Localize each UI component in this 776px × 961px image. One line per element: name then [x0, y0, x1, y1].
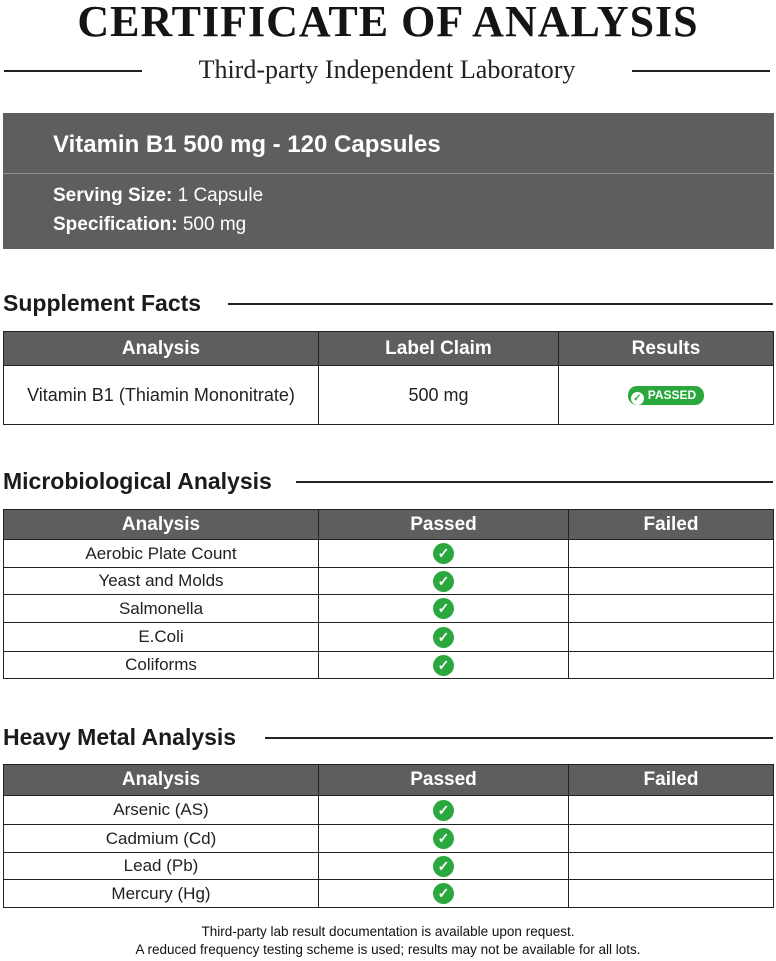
passed-badge [628, 386, 704, 405]
column-header: Analysis [4, 765, 319, 796]
heavy-metal-table [3, 764, 774, 908]
check-circle-icon: ✓ [433, 598, 454, 619]
column-header: Analysis [4, 510, 319, 540]
failed-cell [569, 853, 774, 880]
certificate-title: CERTIFICATE OF ANALYSIS [77, 0, 699, 46]
section-title: Microbiological Analysis [3, 468, 272, 494]
column-header: Passed [319, 765, 569, 796]
analysis-cell: Mercury (Hg) [4, 880, 319, 908]
serving-size-label: Serving Size: [53, 185, 173, 206]
failed-cell [569, 880, 774, 908]
analysis-cell: Coliforms [4, 652, 319, 679]
analysis-cell: Aerobic Plate Count [4, 540, 319, 568]
table-row [4, 623, 774, 652]
passed-cell [319, 568, 569, 595]
subtitle-rule-right [632, 70, 770, 72]
analysis-cell: E.Coli [4, 623, 319, 652]
column-header: Label Claim [319, 332, 559, 366]
section-rule [296, 481, 773, 483]
table-row [4, 796, 774, 825]
footnote-line-2: A reduced frequency testing scheme is used; results may not be available for all lots. [135, 942, 641, 957]
section-rule [265, 737, 773, 739]
check-circle-icon: ✓ [433, 883, 454, 904]
section-rule [228, 303, 773, 305]
check-circle-icon: ✓ [433, 571, 454, 592]
check-circle-icon: ✓ [433, 627, 454, 648]
result-cell [559, 366, 774, 425]
section-title: Heavy Metal Analysis [3, 724, 237, 750]
passed-badge-label: PASSED [647, 388, 697, 402]
table-row [4, 366, 774, 425]
microbiological-heading [3, 466, 773, 496]
check-circle-icon: ✓ [433, 856, 454, 877]
table-row [4, 853, 774, 880]
section-title: Supplement Facts [3, 290, 202, 316]
passed-cell [319, 540, 569, 568]
product-info-panel [3, 113, 774, 249]
specification-line [53, 213, 246, 237]
table-row [4, 652, 774, 679]
analysis-cell: Arsenic (AS) [4, 796, 319, 825]
failed-cell [569, 652, 774, 679]
product-divider [3, 173, 774, 174]
failed-cell [569, 623, 774, 652]
label-claim-cell: 500 mg [319, 366, 559, 425]
column-header: Failed [569, 510, 774, 540]
specification-value: 500 mg [182, 214, 247, 235]
table-header-row [4, 510, 774, 540]
check-circle-icon: ✓ [433, 800, 454, 821]
passed-cell [319, 796, 569, 825]
column-header: Results [559, 332, 774, 366]
microbiological-table [3, 509, 774, 679]
analysis-cell: Vitamin B1 (Thiamin Mononitrate) [4, 366, 319, 425]
serving-size-line [53, 184, 263, 208]
column-header: Passed [319, 510, 569, 540]
passed-cell [319, 623, 569, 652]
heavy-metal-heading [3, 722, 773, 752]
table-header-row [4, 765, 774, 796]
table-header-row [4, 332, 774, 366]
subtitle-row [0, 52, 776, 88]
analysis-cell: Salmonella [4, 595, 319, 623]
analysis-cell: Cadmium (Cd) [4, 825, 319, 853]
passed-cell [319, 880, 569, 908]
passed-cell [319, 853, 569, 880]
failed-cell [569, 568, 774, 595]
failed-cell [569, 540, 774, 568]
table-row [4, 595, 774, 623]
check-circle-icon: ✓ [433, 655, 454, 676]
table-row [4, 825, 774, 853]
failed-cell [569, 825, 774, 853]
product-name: Vitamin B1 500 mg - 120 Capsules [53, 131, 441, 158]
serving-size-value: 1 Capsule [177, 185, 264, 206]
column-header: Analysis [4, 332, 319, 366]
footnote-line-1: Third-party lab result documentation is available upon request. [201, 924, 575, 939]
analysis-cell: Yeast and Molds [4, 568, 319, 595]
check-circle-icon: ✓ [433, 828, 454, 849]
check-circle-icon: ✓ [433, 543, 454, 564]
failed-cell [569, 595, 774, 623]
column-header: Failed [569, 765, 774, 796]
lab-subtitle: Third-party Independent Laboratory [198, 55, 576, 84]
passed-cell [319, 595, 569, 623]
analysis-cell: Lead (Pb) [4, 853, 319, 880]
passed-cell [319, 825, 569, 853]
failed-cell [569, 796, 774, 825]
supplement-facts-table [3, 331, 774, 425]
table-row [4, 568, 774, 595]
check-circle-icon: ✓ [631, 392, 644, 405]
specification-label: Specification: [53, 214, 178, 235]
supplement-facts-heading [3, 288, 773, 318]
table-row [4, 540, 774, 568]
subtitle-rule-left [4, 70, 142, 72]
passed-cell [319, 652, 569, 679]
table-row [4, 880, 774, 908]
